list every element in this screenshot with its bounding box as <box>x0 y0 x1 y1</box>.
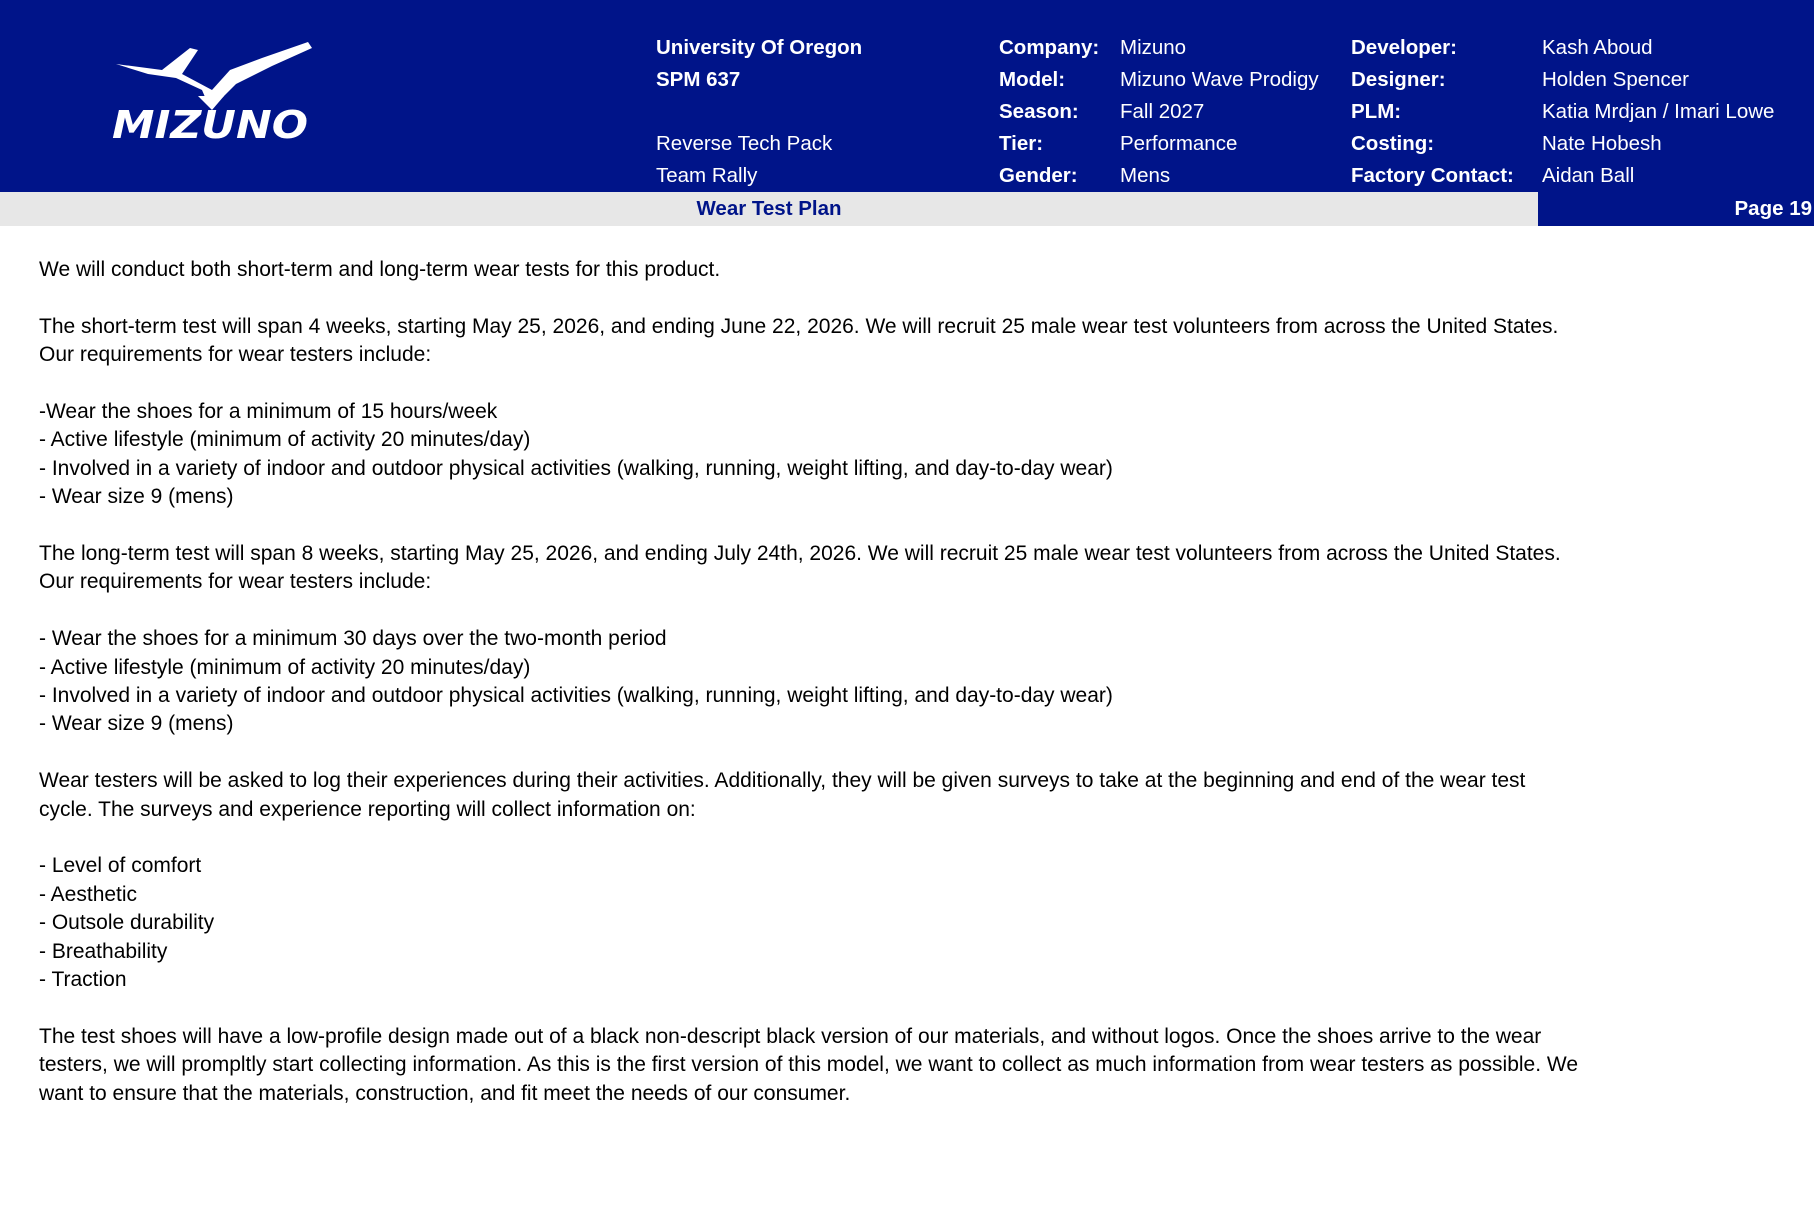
university-name: University Of Oregon <box>656 36 863 59</box>
long-term-requirement: - Wear size 9 (mens) <box>39 712 234 736</box>
survey-topic: - Outsole durability <box>39 911 215 935</box>
tier-value: Performance <box>1120 132 1238 155</box>
short-term-requirement: - Wear size 9 (mens) <box>39 485 234 509</box>
model-label: Model: <box>999 68 1066 91</box>
gender-label: Gender: <box>999 164 1078 187</box>
short-term-description: The short-term test will span 4 weeks, starting May 25, 2026, and ending June 22, 2026. We will recruit 25 male wear test volunteers from across the United States. Our requirements for wear testers include: <box>39 314 1565 367</box>
developer-value: Kash Aboud <box>1542 36 1653 59</box>
survey-topic: - Traction <box>39 968 127 992</box>
short-term-requirement: -Wear the shoes for a minimum of 15 hours/week <box>39 400 498 423</box>
plm-value: Katia Mrdjan / Imari Lowe <box>1542 100 1775 123</box>
company-value: Mizuno <box>1120 36 1187 59</box>
short-term-requirement: - Active lifestyle (minimum of activity 20 minutes/day) <box>39 428 531 452</box>
page-number-box <box>1538 192 1814 226</box>
factory-contact-value: Aidan Ball <box>1542 164 1635 187</box>
tier-label: Tier: <box>999 132 1044 155</box>
course-code: SPM 637 <box>656 68 741 91</box>
project-name: Reverse Tech Pack <box>656 132 833 155</box>
page-number: Page 19 <box>1734 197 1812 220</box>
model-value: Mizuno Wave Prodigy <box>1120 68 1319 91</box>
long-term-description: The long-term test will span 8 weeks, starting May 25, 2026, and ending July 24th, 2026. We will recruit 25 male wear test volunteers from across the United States. Our requirements for wear testers include: <box>39 542 1567 594</box>
long-term-requirement: - Active lifestyle (minimum of activity 20 minutes/day) <box>39 655 531 679</box>
designer-label: Designer: <box>1351 68 1446 91</box>
mizuno-logo <box>112 40 322 145</box>
survey-description: Wear testers will be asked to log their experiences during their activities. Additionally, they will be given surveys to take at the beginning and end of the wear test cycle. The surveys and experience reporting will collect information on: <box>39 769 1532 821</box>
developer-label: Developer: <box>1351 36 1457 59</box>
short-term-requirement: - Involved in a variety of indoor and outdoor physical activities (walking, running, weight lifting, and day-to-day wear) <box>39 456 1113 480</box>
svg-text:MIZUNO: MIZUNO <box>112 103 308 145</box>
costing-label: Costing: <box>1351 132 1435 155</box>
team-name: Team Rally <box>656 164 758 187</box>
intro-paragraph: We will conduct both short-term and long-term wear tests for this product. <box>39 258 721 281</box>
section-title-bar <box>0 192 1538 226</box>
closing-paragraph: The test shoes will have a low-profile design made out of a black non-descript black version of our materials, and without logos. Once the shoes arrive to the wear testers, we will prompltly start collecting information. As this is the first version of this model, we want to collect as much information from wear testers as possible. We want to ensure that the materials, construction, and fit meet the needs of our consumer. <box>39 1024 1584 1105</box>
season-value: Fall 2027 <box>1120 100 1205 123</box>
survey-topic: - Level of comfort <box>39 854 202 878</box>
survey-topic: - Aesthetic <box>39 882 138 906</box>
survey-topic: - Breathability <box>39 939 168 963</box>
season-label: Season: <box>999 100 1079 123</box>
costing-value: Nate Hobesh <box>1542 132 1662 155</box>
company-label: Company: <box>999 36 1100 59</box>
designer-value: Holden Spencer <box>1542 68 1690 91</box>
factory-contact-label: Factory Contact: <box>1351 164 1514 187</box>
plm-label: PLM: <box>1351 100 1402 123</box>
section-title: Wear Test Plan <box>696 197 842 220</box>
gender-value: Mens <box>1120 164 1171 187</box>
long-term-requirement: - Involved in a variety of indoor and outdoor physical activities (walking, running, weight lifting, and day-to-day wear) <box>39 684 1113 708</box>
long-term-requirement: - Wear the shoes for a minimum 30 days over the two-month period <box>39 627 667 651</box>
body-text <box>39 256 1584 1108</box>
header-banner <box>0 0 1814 192</box>
